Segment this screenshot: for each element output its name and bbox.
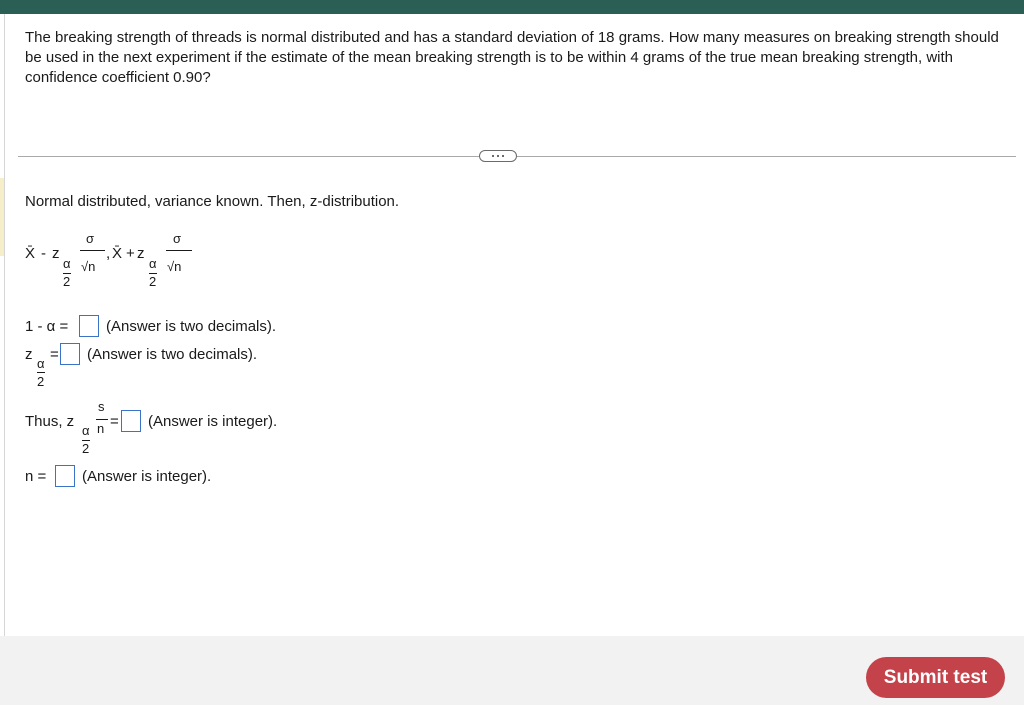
sqrt-n-symbol: √n	[167, 259, 182, 274]
xbar-symbol: X̄	[112, 245, 123, 262]
z-symbol: z	[137, 245, 145, 262]
fraction-bar	[80, 250, 105, 251]
n-input[interactable]	[55, 465, 75, 487]
submit-test-button[interactable]: Submit test	[866, 657, 1005, 698]
plus-sign: +	[126, 245, 135, 262]
equals-sign: =	[50, 346, 59, 363]
intro-text: Normal distributed, variance known. Then, z-distribution.	[25, 193, 400, 210]
fraction-bar	[37, 372, 45, 373]
z-alpha-half-input[interactable]	[60, 343, 80, 365]
equals-sign: =	[110, 413, 119, 430]
z-symbol: z	[25, 346, 33, 363]
sqrt-n-symbol: √n	[81, 259, 96, 274]
n-label: n =	[25, 468, 47, 485]
n-symbol: n	[97, 421, 105, 436]
n-hint: (Answer is integer).	[82, 468, 212, 485]
thus-input[interactable]	[121, 410, 141, 432]
two-symbol: 2	[149, 274, 157, 289]
more-options-icon[interactable]	[479, 150, 517, 162]
two-symbol: 2	[63, 274, 71, 289]
left-accent-marker	[0, 178, 4, 256]
alpha-symbol: α	[37, 356, 45, 371]
xbar-symbol: X̄	[25, 245, 36, 262]
two-symbol: 2	[82, 441, 90, 456]
left-border	[4, 14, 5, 636]
thus-hint: (Answer is integer).	[148, 413, 278, 430]
top-header-bar	[0, 0, 1024, 14]
section-divider	[18, 156, 1016, 157]
alpha-symbol: α	[149, 256, 157, 271]
one-minus-alpha-label: 1 - α =	[25, 318, 69, 335]
fraction-bar	[96, 419, 108, 420]
one-minus-alpha-hint: (Answer is two decimals).	[106, 318, 277, 335]
z-alpha-half-hint: (Answer is two decimals).	[87, 346, 258, 363]
sigma-symbol: σ	[173, 231, 182, 246]
alpha-symbol: α	[63, 256, 71, 271]
z-symbol: z	[52, 245, 60, 262]
comma-symbol: ,	[106, 245, 111, 262]
question-text: The breaking strength of threads is normal distributed and has a standard deviation of 18 grams. How many measures on breaking strength should be used in the next experiment if the estimate of the mean breaking strength is to be within 4 grams of the true mean breaking strength, with confidence coefficient 0.90?	[25, 29, 999, 86]
two-symbol: 2	[37, 374, 45, 389]
thus-label: Thus, z	[25, 413, 75, 430]
one-minus-alpha-input[interactable]	[79, 315, 99, 337]
s-symbol: s	[98, 399, 105, 414]
alpha-symbol: α	[82, 423, 90, 438]
sigma-symbol: σ	[86, 231, 95, 246]
fraction-bar	[166, 250, 192, 251]
minus-sign: -	[41, 245, 46, 262]
